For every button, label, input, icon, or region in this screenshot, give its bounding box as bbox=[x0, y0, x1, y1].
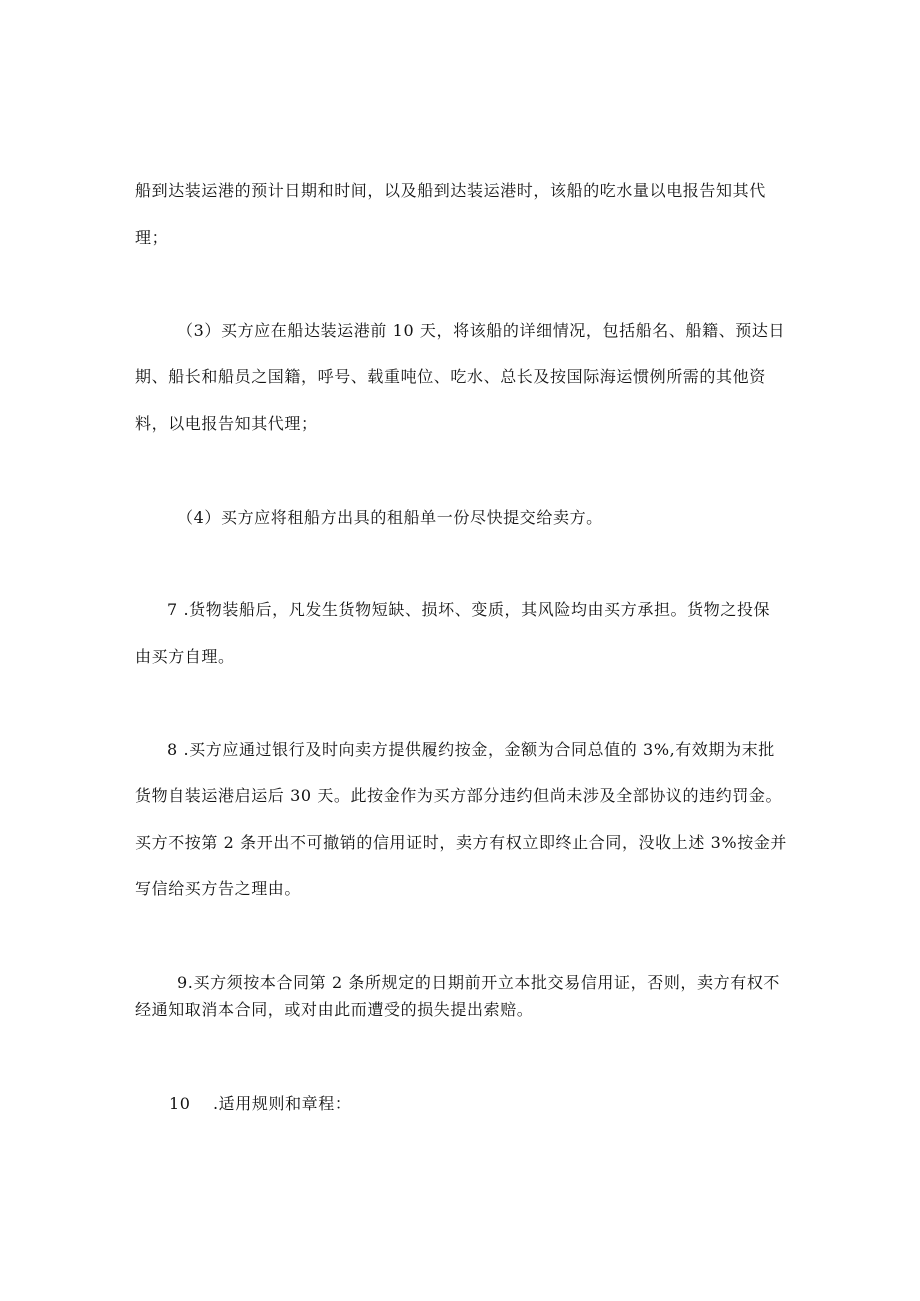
text-line: 理； bbox=[135, 228, 169, 247]
clause-3-line: （3）买方应在船达装运港前 10 天，将该船的详细情况，包括船名、船籍、预达日 bbox=[177, 321, 786, 340]
text-line: 货物自装运港启运后 30 天。此按金作为买方部分违约但尚未涉及全部协议的违约罚金。 bbox=[135, 786, 783, 805]
clause-7-line: 7 .货物装船后，凡发生货物短缺、损坏、变质，其风险均由买方承担。货物之投保 bbox=[167, 600, 771, 619]
text-line: 由买方自理。 bbox=[135, 647, 235, 666]
clause-number: 10 bbox=[169, 1094, 191, 1113]
text-line: 写信给买方告之理由。 bbox=[135, 879, 302, 898]
clause-4-line: （4）买方应将租船方出具的租船单一份尽快提交给卖方。 bbox=[177, 508, 603, 527]
clause-8-line: 8 .买方应通过银行及时向卖方提供履约按金，金额为合同总值的 3%,有效期为末批 bbox=[167, 740, 775, 759]
text-line: 买方不按第 2 条开出不可撤销的信用证时，卖方有权立即终止合同，没收上述 3%按金并 bbox=[135, 833, 788, 852]
text-line: 经通知取消本合同，或对由此而遭受的损失提出索赔。 bbox=[135, 1000, 534, 1019]
text-line: 船到达装运港的预计日期和时间，以及船到达装运港时，该船的吃水量以电报告知其代 bbox=[135, 181, 766, 200]
clause-10-line bbox=[169, 1093, 352, 1115]
text-line: 料，以电报告知其代理； bbox=[135, 414, 318, 433]
clause-9-line: 9.买方须按本合同第 2 条所规定的日期前开立本批交易信用证，否则，卖方有权不 bbox=[177, 973, 781, 992]
text-line: 期、船长和船员之国籍，呼号、载重吨位、吃水、总长及按国际海运惯例所需的其他资 bbox=[135, 367, 766, 386]
clause-title: .适用规则和章程： bbox=[213, 1094, 352, 1113]
